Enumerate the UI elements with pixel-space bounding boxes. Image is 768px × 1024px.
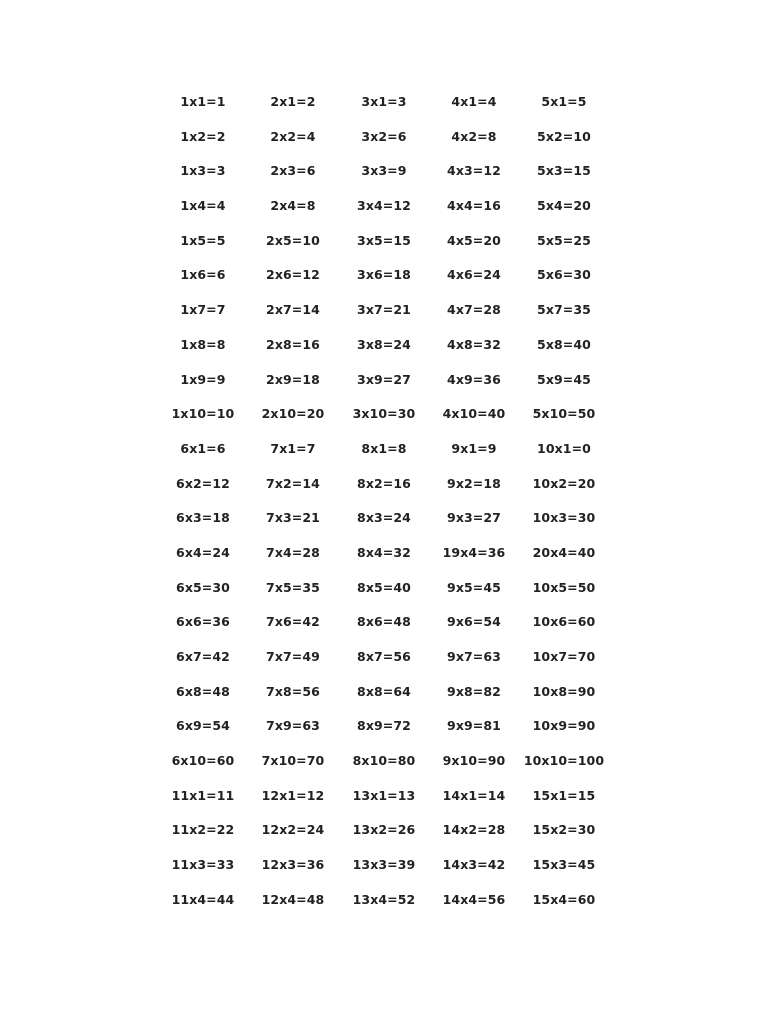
table-cell: 5x1=5	[541, 94, 587, 109]
table-row	[0, 155, 768, 190]
table-cell: 2x7=14	[266, 302, 320, 318]
table-row	[0, 814, 768, 849]
table-cell: 4x4=16	[447, 198, 501, 214]
table-cell: 9x10=90	[442, 753, 506, 769]
table-row	[0, 259, 768, 294]
table-cell: 1x5=5	[180, 232, 226, 248]
table-row	[0, 468, 768, 503]
table-cell: 5x4=20	[537, 198, 591, 214]
table-cell: 4x2=8	[451, 128, 497, 144]
table-cell: 3x1=3	[361, 94, 407, 109]
table-cell: 11x4=44	[171, 891, 235, 907]
table-cell: 19x4=36	[442, 544, 506, 560]
table-cell: 1x6=6	[180, 267, 226, 283]
table-cell: 4x6=24	[447, 267, 501, 283]
table-cell: 5x7=35	[537, 302, 591, 318]
table-cell: 3x2=6	[361, 128, 407, 144]
table-cell: 1x3=3	[180, 163, 226, 179]
table-cell: 13x2=26	[352, 822, 416, 838]
table-row	[0, 572, 768, 607]
table-cell: 6x9=54	[176, 718, 230, 734]
table-cell: 7x5=35	[266, 579, 320, 595]
table-row	[0, 710, 768, 745]
table-cell: 8x6=48	[357, 614, 411, 630]
table-cell: 1x8=8	[180, 336, 226, 352]
table-cell: 7x4=28	[266, 544, 320, 560]
table-cell: 13x4=52	[352, 891, 416, 907]
table-cell: 2x2=4	[270, 128, 316, 144]
table-cell: 12x3=36	[261, 857, 325, 873]
table-cell: 8x2=16	[357, 475, 411, 491]
table-cell: 1x4=4	[180, 198, 226, 214]
table-cell: 7x8=56	[266, 683, 320, 699]
table-row	[0, 190, 768, 225]
table-cell: 2x9=18	[266, 371, 320, 387]
table-row	[0, 537, 768, 572]
table-row	[0, 676, 768, 711]
table-cell: 5x3=15	[537, 163, 591, 179]
table-cell: 9x3=27	[447, 510, 501, 526]
table-cell: 7x7=49	[266, 649, 320, 664]
table-cell: 11x3=33	[171, 857, 235, 873]
table-cell: 10x5=50	[532, 579, 596, 595]
table-cell: 4x5=20	[447, 232, 501, 248]
table-cell: 6x4=24	[176, 544, 230, 560]
table-cell: 1x1=1	[180, 94, 226, 109]
table-cell: 10x6=60	[532, 614, 596, 630]
table-cell: 9x7=63	[447, 649, 501, 664]
table-cell: 8x7=56	[357, 649, 411, 664]
table-cell: 5x8=40	[537, 336, 591, 352]
table-cell: 9x5=45	[447, 579, 501, 595]
table-cell: 10x9=90	[532, 718, 596, 734]
table-cell: 1x10=10	[171, 406, 235, 422]
table-cell: 1x9=9	[180, 371, 226, 387]
table-cell: 10x8=90	[532, 683, 596, 699]
table-cell: 13x1=13	[352, 787, 416, 803]
table-row	[0, 433, 768, 468]
table-cell: 5x2=10	[537, 128, 591, 144]
table-cell: 14x2=28	[442, 822, 506, 838]
table-cell: 6x6=36	[176, 614, 230, 630]
table-cell: 2x3=6	[270, 163, 316, 179]
table-cell: 10x10=100	[523, 753, 605, 769]
table-cell: 2x4=8	[270, 198, 316, 214]
table-cell: 3x8=24	[357, 336, 411, 352]
table-row	[0, 780, 768, 815]
table-cell: 4x1=4	[451, 94, 497, 109]
table-cell: 8x4=32	[357, 544, 411, 560]
table-cell: 10x3=30	[532, 510, 596, 526]
table-cell: 12x2=24	[261, 822, 325, 838]
table-row	[0, 86, 768, 121]
table-row	[0, 329, 768, 364]
table-cell: 3x9=27	[357, 371, 411, 387]
table-row	[0, 745, 768, 780]
table-cell: 12x4=48	[261, 891, 325, 907]
table-cell: 14x1=14	[442, 787, 506, 803]
table-cell: 8x9=72	[357, 718, 411, 734]
table-cell: 6x3=18	[176, 510, 230, 526]
table-cell: 6x5=30	[176, 579, 230, 595]
table-cell: 6x2=12	[176, 475, 230, 491]
table-cell: 3x7=21	[357, 302, 411, 318]
table-cell: 3x10=30	[352, 406, 416, 422]
table-cell: 15x4=60	[532, 891, 596, 907]
table-row	[0, 884, 768, 919]
table-row	[0, 606, 768, 641]
table-cell: 7x9=63	[266, 718, 320, 734]
table-cell: 1x2=2	[180, 128, 226, 144]
table-cell: 7x1=7	[270, 440, 316, 456]
table-cell: 5x10=50	[532, 406, 596, 422]
table-cell: 9x9=81	[447, 718, 501, 734]
table-row	[0, 502, 768, 537]
table-row	[0, 294, 768, 329]
table-cell: 7x2=14	[266, 475, 320, 491]
table-row	[0, 849, 768, 884]
table-cell: 1x7=7	[180, 302, 226, 318]
table-cell: 5x9=45	[537, 371, 591, 387]
table-cell: 7x10=70	[261, 753, 325, 769]
table-cell: 12x1=12	[261, 787, 325, 803]
table-cell: 6x10=60	[171, 753, 235, 769]
table-cell: 9x1=9	[451, 440, 497, 456]
table-cell: 15x2=30	[532, 822, 596, 838]
table-cell: 3x3=9	[361, 163, 407, 179]
table-cell: 5x5=25	[537, 232, 591, 248]
table-cell: 8x5=40	[357, 579, 411, 595]
table-cell: 4x3=12	[447, 163, 501, 179]
table-cell: 14x4=56	[442, 891, 506, 907]
table-cell: 2x10=20	[261, 406, 325, 422]
table-cell: 6x7=42	[176, 649, 230, 664]
table-cell: 9x8=82	[447, 683, 501, 699]
table-cell: 11x2=22	[171, 822, 235, 838]
multiplication-table	[0, 86, 768, 919]
table-cell: 7x3=21	[266, 510, 320, 526]
table-cell: 10x2=20	[532, 475, 596, 491]
table-cell: 15x3=45	[532, 857, 596, 873]
table-row	[0, 364, 768, 399]
table-row	[0, 121, 768, 156]
table-cell: 2x5=10	[266, 232, 320, 248]
table-cell: 2x6=12	[266, 267, 320, 283]
table-cell: 14x3=42	[442, 857, 506, 873]
table-row	[0, 641, 768, 676]
table-cell: 8x3=24	[357, 510, 411, 526]
table-cell: 6x8=48	[176, 683, 230, 699]
table-cell: 11x1=11	[171, 787, 235, 803]
table-cell: 2x8=16	[266, 336, 320, 352]
table-row	[0, 398, 768, 433]
table-cell: 4x8=32	[447, 336, 501, 352]
table-cell: 3x5=15	[357, 232, 411, 248]
table-cell: 20x4=40	[532, 544, 596, 560]
table-cell: 15x1=15	[532, 787, 596, 803]
table-cell: 9x6=54	[447, 614, 501, 630]
table-cell: 8x8=64	[357, 683, 411, 699]
table-cell: 8x1=8	[361, 440, 407, 456]
table-cell: 9x2=18	[447, 475, 501, 491]
table-cell: 6x1=6	[180, 440, 226, 456]
table-row	[0, 225, 768, 260]
table-cell: 4x10=40	[442, 406, 506, 422]
table-cell: 4x9=36	[447, 371, 501, 387]
table-cell: 7x6=42	[266, 614, 320, 630]
table-cell: 3x4=12	[357, 198, 411, 214]
table-cell: 13x3=39	[352, 857, 416, 873]
table-cell: 10x1=0	[537, 440, 591, 456]
table-cell: 8x10=80	[352, 753, 416, 769]
table-cell: 3x6=18	[357, 267, 411, 283]
table-cell: 10x7=70	[532, 649, 596, 664]
table-cell: 4x7=28	[447, 302, 501, 318]
table-cell: 2x1=2	[270, 94, 316, 109]
table-cell: 5x6=30	[537, 267, 591, 283]
